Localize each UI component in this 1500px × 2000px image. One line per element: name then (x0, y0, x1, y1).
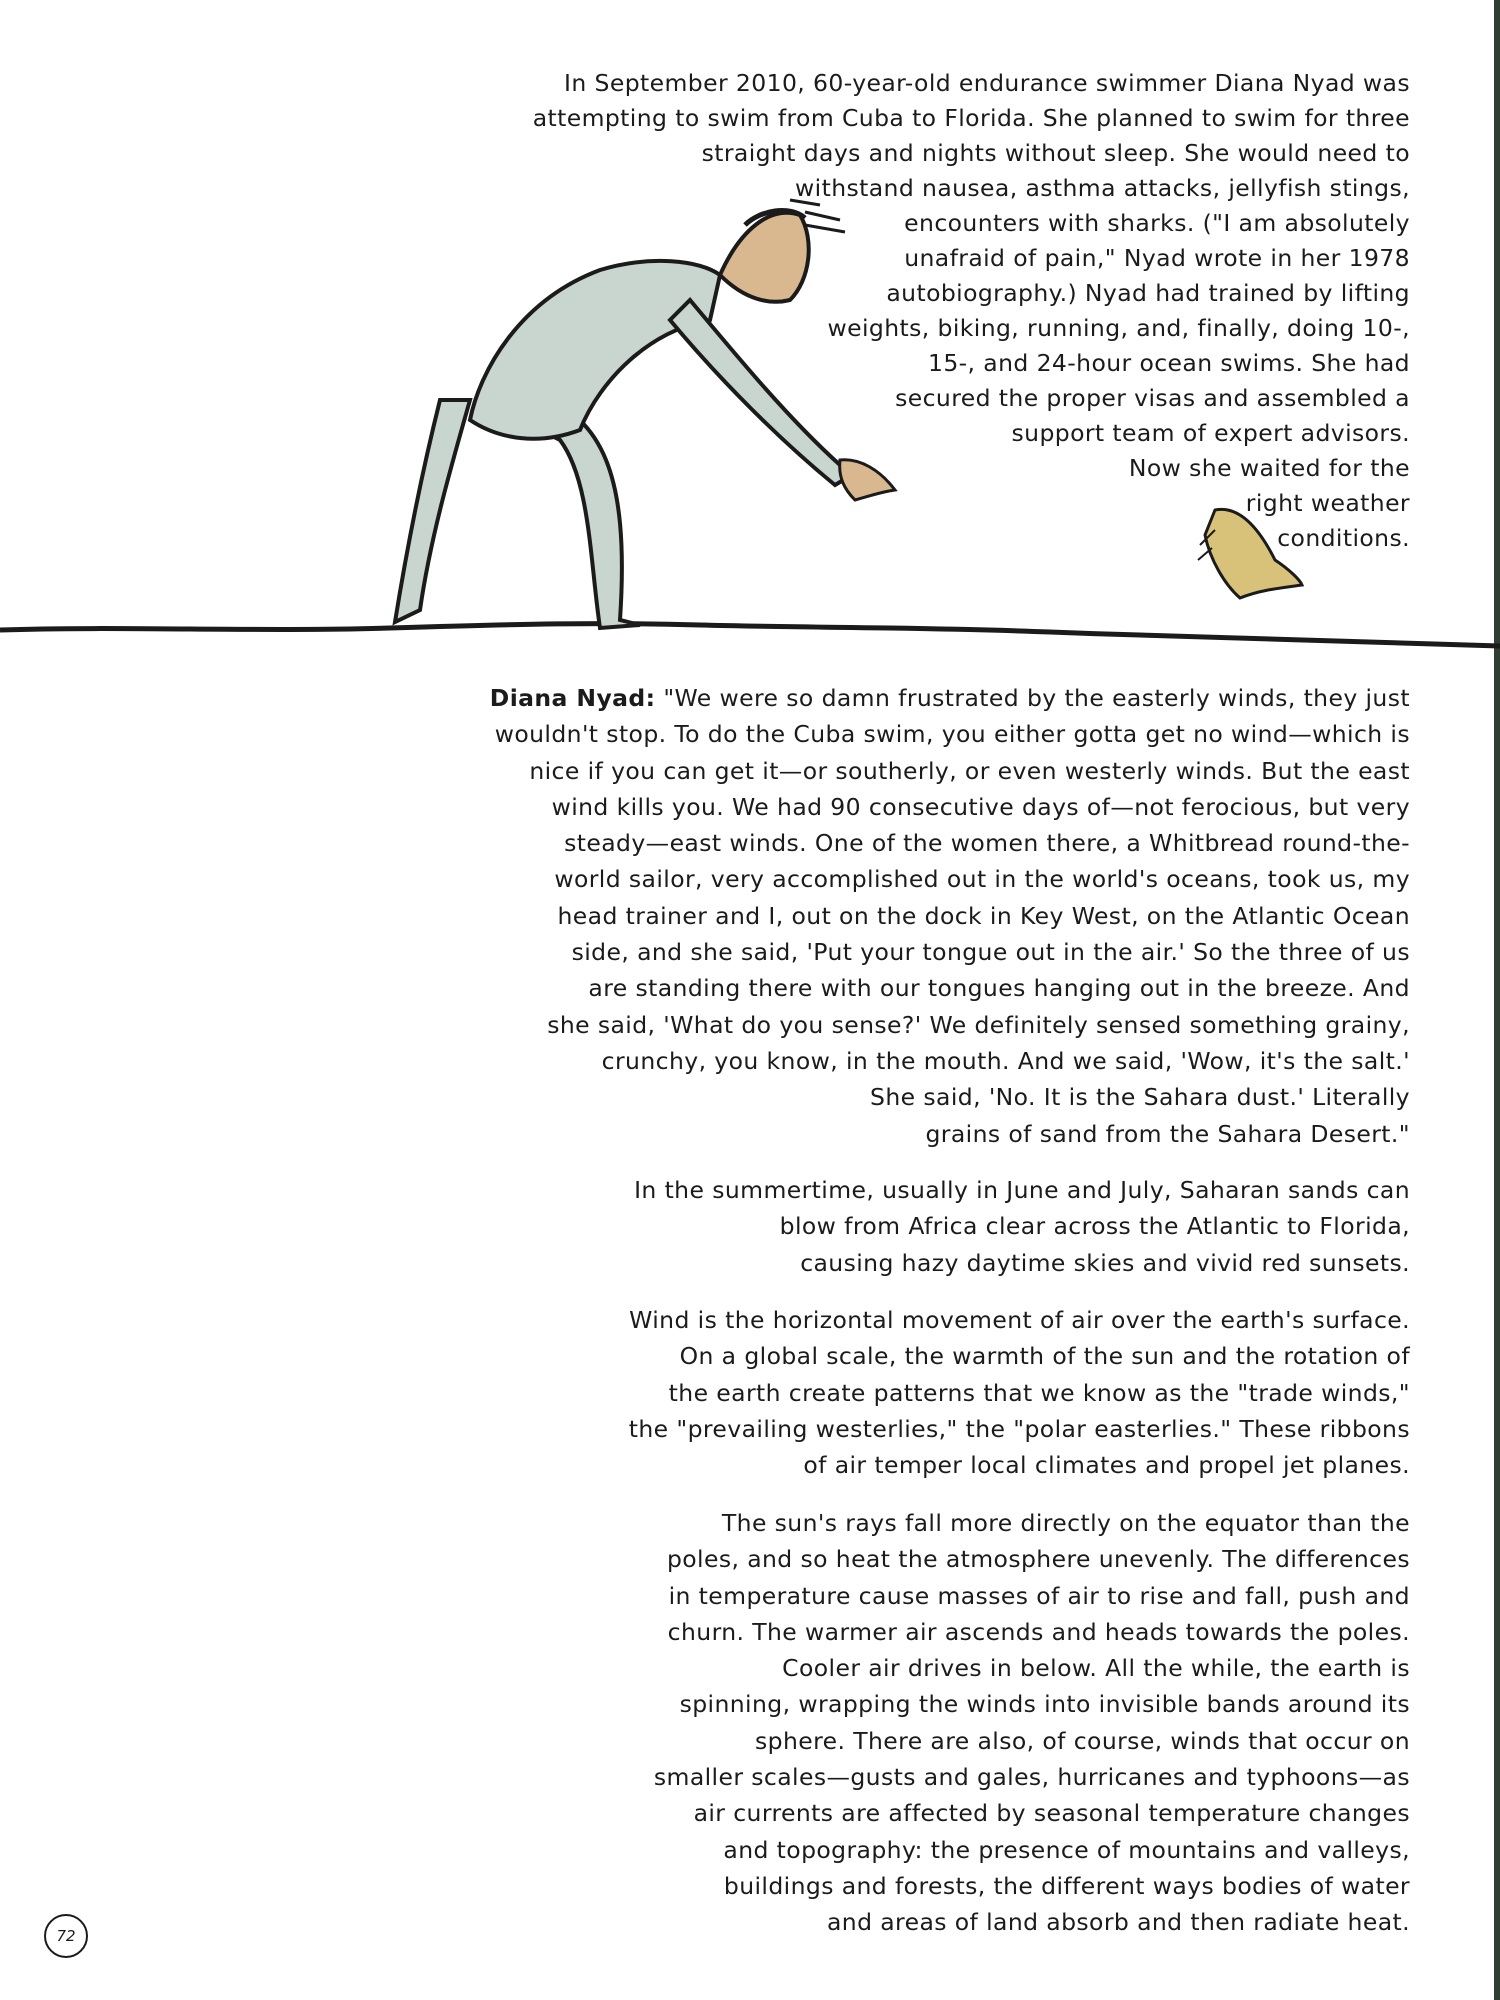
paragraph-line: sphere. There are also, of course, winds that occur on (755, 1726, 1410, 1755)
intro-line: right weather (1245, 489, 1410, 517)
intro-line: straight days and nights without sleep. She would need to (701, 139, 1410, 167)
paragraph-line: churn. The warmer air ascends and heads towards the poles. (667, 1617, 1410, 1646)
intro-paragraph (533, 66, 1410, 556)
paragraph-line: and topography: the presence of mountains and valleys, (723, 1835, 1410, 1864)
paragraph-line: causing hazy daytime skies and vivid red sunsets. (800, 1248, 1410, 1277)
paragraph-line: Wind is the horizontal movement of air over the earth's surface. (629, 1306, 1410, 1334)
paragraph-line: blow from Africa clear across the Atlantic to Florida, (779, 1212, 1410, 1241)
wind-definition-paragraph (629, 1302, 1410, 1483)
quote-line: are standing there with our tongues hanging out in the breeze. And (588, 974, 1410, 1003)
intro-line: 15-, and 24-hour ocean swims. She had (927, 349, 1410, 377)
quote-first-line (490, 680, 1410, 716)
quote-paragraph (490, 680, 1410, 1152)
intro-line: unafraid of pain," Nyad wrote in her 1978 (904, 244, 1410, 272)
sahara-paragraph (634, 1172, 1410, 1281)
paragraph-line: poles, and so heat the atmosphere unevenly. The differences (666, 1545, 1410, 1574)
quote-line: she said, 'What do you sense?' We definitely sensed something grainy, (547, 1010, 1410, 1039)
intro-line: secured the proper visas and assembled a (895, 384, 1410, 412)
intro-line: conditions. (1277, 524, 1410, 552)
quote-line: nice if you can get it—or southerly, or even westerly winds. But the east (529, 756, 1410, 785)
paragraph-line: In the summertime, usually in June and July, Saharan sands can (634, 1176, 1410, 1204)
intro-line: encounters with sharks. ("I am absolutely (904, 209, 1410, 237)
paragraph-line: and areas of land absorb and then radiate heat. (826, 1908, 1410, 1937)
paragraph-line: smaller scales—gusts and gales, hurricanes and typhoons—as (653, 1763, 1410, 1792)
intro-line: weights, biking, running, and, finally, doing 10-, (827, 314, 1410, 342)
paragraph-line: The sun's rays fall more directly on the equator than the (721, 1509, 1410, 1537)
paragraph-line: air currents are affected by seasonal temperature changes (693, 1799, 1410, 1828)
intro-line: autobiography.) Nyad had trained by lifting (886, 279, 1410, 307)
figure-back-leg (395, 400, 470, 622)
sun-rays-paragraph (654, 1505, 1410, 1941)
intro-line: In September 2010, 60-year-old endurance swimmer Diana Nyad was (564, 69, 1410, 97)
quote-text: "We were so damn frustrated by the easterly winds, they just (663, 684, 1410, 712)
quote-line: side, and she said, 'Put your tongue out in the air.' So the three of us (571, 938, 1410, 967)
paragraph-line: buildings and forests, the different ways bodies of water (723, 1871, 1410, 1900)
paragraph-line: Cooler air drives in below. All the while, the earth is (782, 1654, 1410, 1683)
ground-line (0, 624, 1500, 646)
paragraph-line: of air temper local climates and propel jet planes. (803, 1451, 1410, 1480)
intro-line: withstand nausea, asthma attacks, jellyfish stings, (795, 174, 1410, 202)
quote-line: She said, 'No. It is the Sahara dust.' Literally (870, 1083, 1410, 1112)
paragraph-line: the earth create patterns that we know as the "trade winds," (668, 1378, 1410, 1407)
quote-line: crunchy, you know, in the mouth. And we said, 'Wow, it's the salt.' (601, 1046, 1410, 1075)
quote-line: grains of sand from the Sahara Desert." (925, 1119, 1410, 1148)
intro-line: Now she waited for the (1128, 454, 1410, 482)
intro-line: support team of expert advisors. (1011, 419, 1410, 447)
paragraph-line: in temperature cause masses of air to rise and fall, push and (668, 1581, 1410, 1610)
page-number: 72 (44, 1914, 88, 1958)
quote-line: wind kills you. We had 90 consecutive days of—not ferocious, but very (551, 792, 1410, 821)
paragraph-line: the "prevailing westerlies," the "polar easterlies." These ribbons (628, 1414, 1410, 1443)
quote-line: world sailor, very accomplished out in the world's oceans, took us, my (554, 865, 1410, 894)
quote-line: head trainer and I, out on the dock in Key West, on the Atlantic Ocean (557, 901, 1410, 930)
speaker-name: Diana Nyad: (489, 684, 656, 712)
quote-line: steady—east winds. One of the women there, a Whitbread round-the- (564, 829, 1410, 858)
intro-line: attempting to swim from Cuba to Florida. She planned to swim for three (532, 104, 1410, 132)
paragraph-line: On a global scale, the warmth of the sun and the rotation of (679, 1342, 1410, 1371)
quote-line: wouldn't stop. To do the Cuba swim, you either gotta get no wind—which is (494, 720, 1410, 749)
paragraph-line: spinning, wrapping the winds into invisible bands around its (679, 1690, 1410, 1719)
